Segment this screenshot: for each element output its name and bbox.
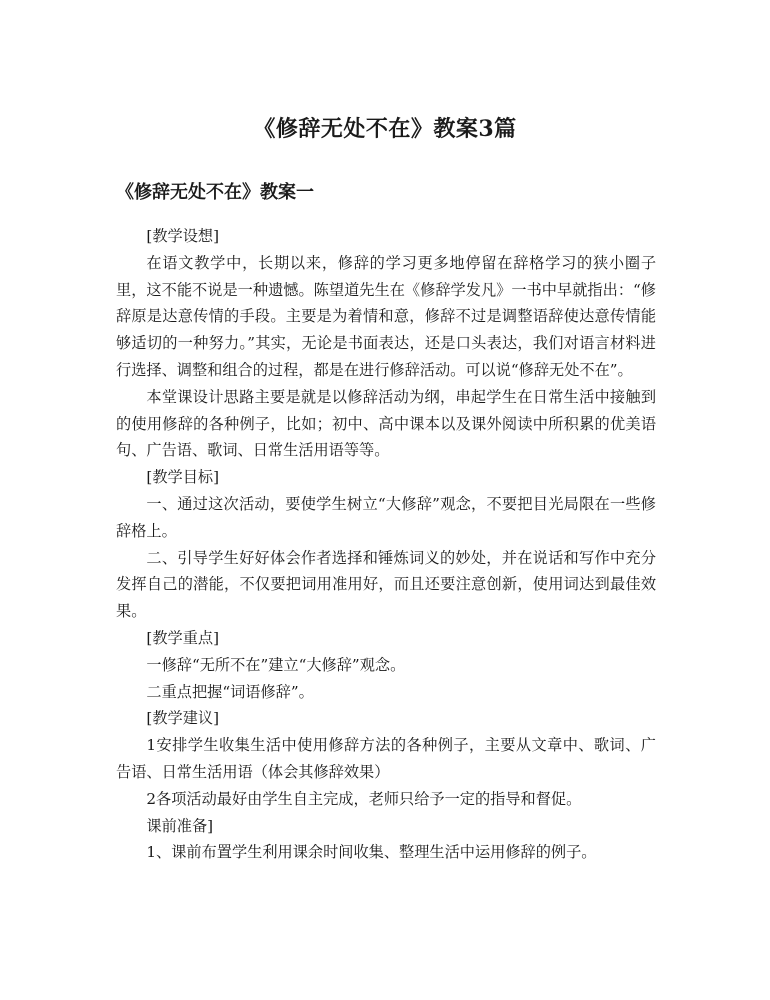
paragraph: 1安排学生收集生活中使用修辞方法的各种例子，主要从文章中、歌词、广告语、日常生活用语（体会其修辞效果） [116, 736, 656, 781]
paragraph: 在语文教学中，长期以来，修辞的学习更多地停留在辞格学习的狭小圈子里，这不能不说是一种遗憾。陈望道先生在《修辞学发凡》一书中早就指出：“修辞原是达意传情的手段。主要是为着情和意，修辞不过是调整语辞使达意传情能够适切的一种努力。”其实，无论是书面表达，还是口头表达，我们对语言材料进行选择、调整和组合的过程，都是在进行修辞活动。可以说“修辞无处不在”。 [116, 253, 656, 379]
paragraph: 二、引导学生好好体会作者选择和锤炼词义的妙处，并在说话和写作中充分发挥自己的潜能，不仅要把词用准用好，而且还要注意创新，使用词达到最佳效果。 [116, 548, 656, 621]
paragraph-label-focus: [教学重点] [146, 628, 219, 647]
paragraph-label-goals: [教学目标] [146, 468, 219, 487]
paragraph-label-design: [教学设想] [146, 227, 219, 245]
paragraph: 1、课前布置学生利用课余时间收集、整理生活中运用修辞的例子。 [146, 843, 597, 862]
paragraph: 2各项活动最好由学生自主完成，老师只给予一定的指导和督促。 [146, 789, 582, 808]
section-heading: 《修辞无处不在》教案一 [116, 182, 314, 203]
paragraph: 一修辞“无所不在”建立“大修辞”观念。 [146, 655, 406, 674]
document-title: 《修辞无处不在》教案3篇 [253, 116, 517, 142]
document-body [116, 223, 656, 866]
paragraph: 二重点把握“词语修辞”。 [146, 682, 314, 701]
paragraph-label-suggestions: [教学建议] [146, 709, 219, 728]
paragraph: 本堂课设计思路主要是就是以修辞活动为纲，串起学生在日常生活中接触到的使用修辞的各种例子，比如；初中、高中课本以及课外阅读中所积累的优美语句、广告语、歌词、日常生活用语等等。 [116, 387, 656, 460]
paragraph: 一、通过这次活动，要使学生树立“大修辞”观念，不要把目光局限在一些修辞格上。 [116, 494, 656, 540]
paragraph-label-preparation: 课前准备] [146, 816, 214, 835]
